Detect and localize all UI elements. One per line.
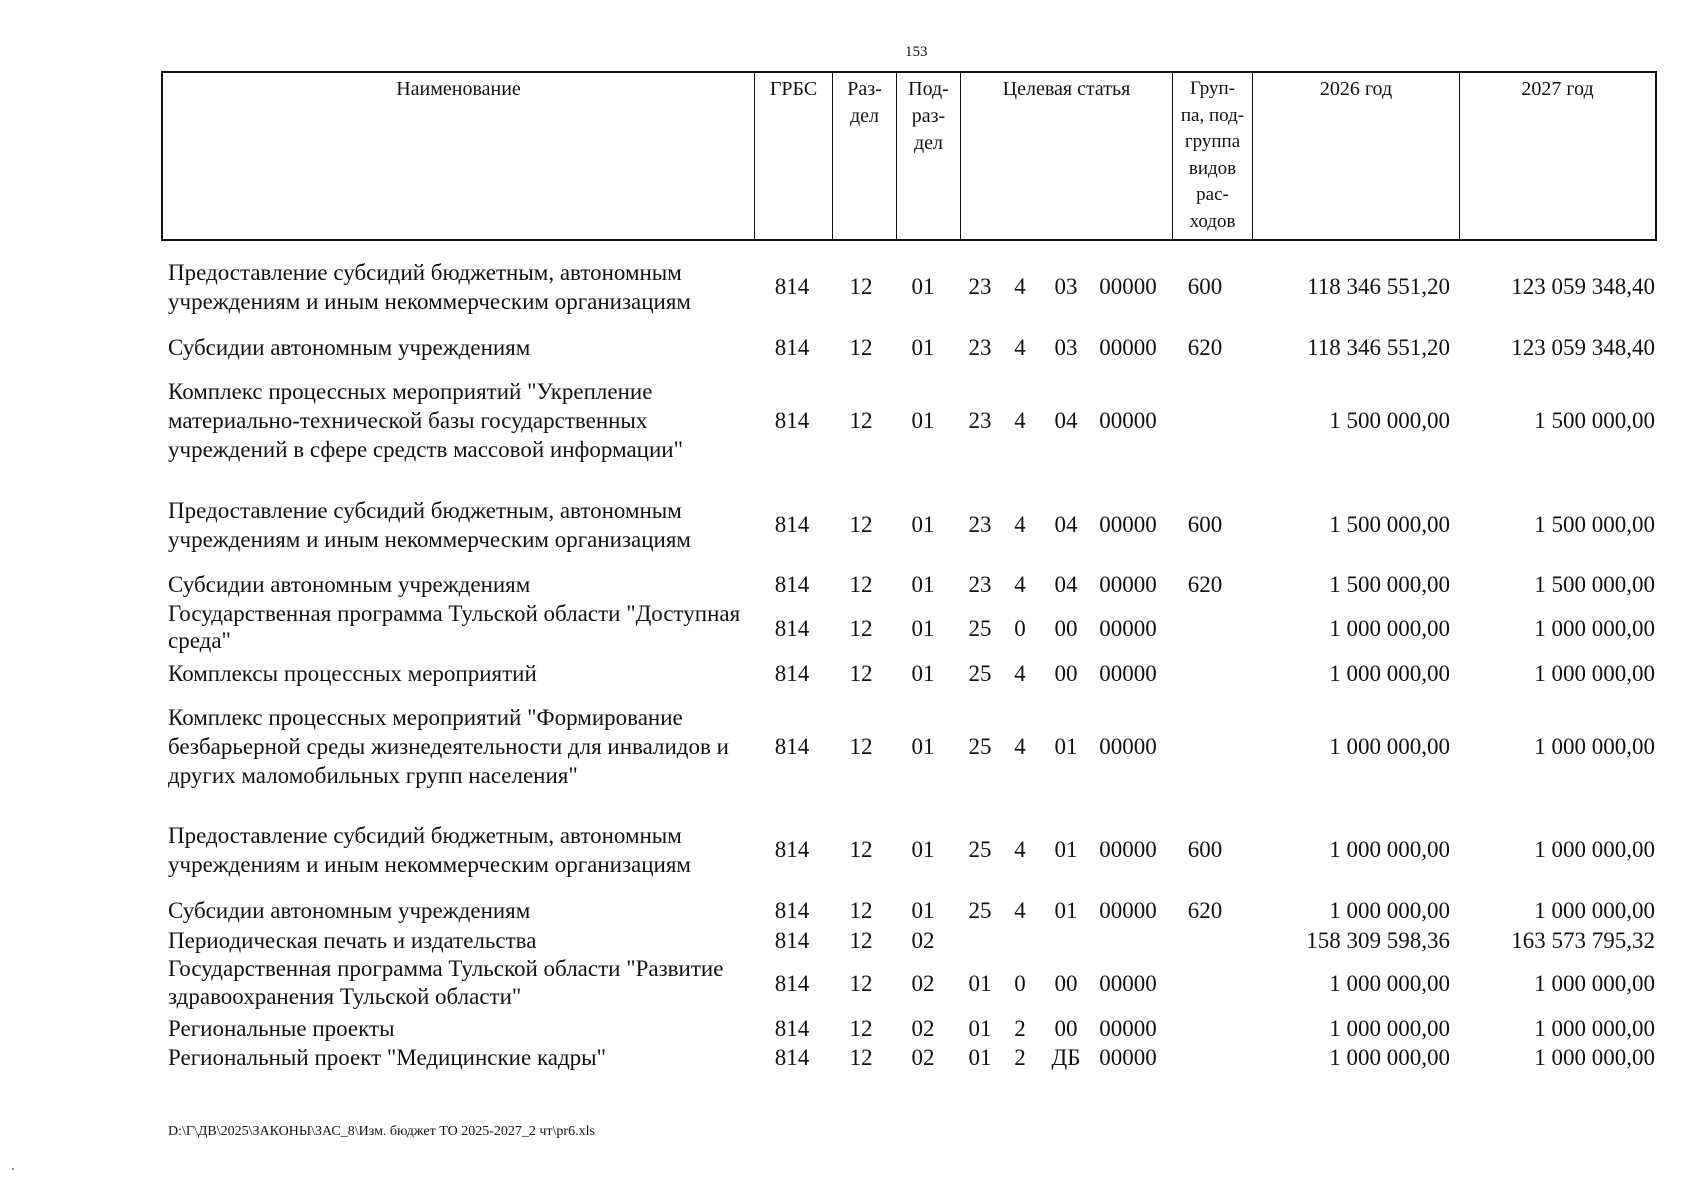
row-cs-program: 25: [968, 898, 992, 923]
header-gruppa-line: ходов: [1189, 210, 1236, 232]
header-podrazdel-line: Под-: [908, 78, 949, 100]
file-path-footer: D:\Г\ДВ\2025\ЗАКОНЫ\ЗАС_8\Изм. бюджет ТО 2025-2027_2 чт\pr6.xls: [168, 1124, 595, 1139]
header-gruppa-line: видов: [1188, 157, 1237, 179]
row-cs-item: 00: [1054, 971, 1078, 996]
header-gruppa-line: рас-: [1196, 184, 1229, 205]
row-value-2026: 1 000 000,00: [1329, 971, 1450, 996]
row-name: Предоставление субсидий бюджетным, автономным учреждениям и иным некоммерческим организациям: [168, 260, 691, 314]
row-razdel: 12: [849, 734, 873, 759]
row-name: Государственная программа Тульской области "Развитие здравоохранения Тульской области": [168, 956, 724, 1009]
row-name: Субсидии автономным учреждениям: [168, 335, 531, 360]
row-value-2026: 1 000 000,00: [1329, 1045, 1450, 1070]
header-razdel-line: дел: [849, 105, 880, 127]
row-cs-item: 00: [1054, 661, 1078, 686]
row-cs-direction: 00000: [1099, 898, 1157, 923]
row-cs-program: 01: [968, 1016, 992, 1041]
row-value-2027: 123 059 348,40: [1511, 335, 1655, 360]
row-razdel: 12: [849, 408, 873, 433]
row-razdel: 12: [849, 616, 873, 641]
row-cs-program: 25: [968, 837, 992, 862]
row-podrazdel: 01: [911, 616, 935, 641]
row-value-2027: 1 000 000,00: [1534, 898, 1655, 923]
row-value-2027: 1 000 000,00: [1534, 837, 1655, 862]
row-podrazdel: 01: [911, 837, 935, 862]
row-podrazdel: 01: [911, 335, 935, 360]
row-cs-type: 2: [1014, 1045, 1026, 1070]
row-cs-type: 4: [1014, 572, 1026, 597]
row-value-2026: 1 500 000,00: [1329, 512, 1450, 537]
row-vr: 600: [1187, 512, 1223, 537]
row-grbs: 814: [774, 837, 810, 862]
row-podrazdel: 01: [911, 661, 935, 686]
row-cs-direction: 00000: [1099, 408, 1157, 433]
row-value-2026: 158 309 598,36: [1306, 928, 1450, 953]
row-value-2026: 1 000 000,00: [1329, 661, 1450, 686]
row-grbs: 814: [774, 1016, 810, 1041]
row-cs-item: 04: [1054, 408, 1078, 433]
row-grbs: 814: [774, 572, 810, 597]
row-vr: 620: [1187, 898, 1223, 923]
row-cs-direction: 00000: [1099, 837, 1157, 862]
row-cs-type: 4: [1014, 274, 1026, 299]
row-grbs: 814: [774, 616, 810, 641]
row-cs-item: 03: [1054, 274, 1078, 299]
row-grbs: 814: [774, 274, 810, 299]
row-cs-program: 23: [968, 512, 992, 537]
row-podrazdel: 01: [911, 408, 935, 433]
row-podrazdel: 01: [911, 572, 935, 597]
row-grbs: 814: [774, 408, 810, 433]
row-cs-type: 0: [1014, 616, 1026, 641]
row-name: Комплекс процессных мероприятий "Формирование безбарьерной среды жизнедеятельности для инвалидов и других маломобильных групп населения": [168, 705, 729, 788]
row-value-2026: 1 000 000,00: [1329, 837, 1450, 862]
row-grbs: 814: [774, 734, 810, 759]
row-cs-item: 01: [1054, 898, 1078, 923]
row-value-2027: 123 059 348,40: [1511, 274, 1655, 299]
row-razdel: 12: [849, 1045, 873, 1070]
row-podrazdel: 01: [911, 274, 935, 299]
row-podrazdel: 02: [911, 928, 935, 953]
row-cs-direction: 00000: [1099, 572, 1157, 597]
row-cs-program: 23: [968, 274, 992, 299]
row-razdel: 12: [849, 572, 873, 597]
row-podrazdel: 01: [911, 734, 935, 759]
row-grbs: 814: [774, 1045, 810, 1070]
row-cs-program: 25: [968, 661, 992, 686]
row-cs-type: 4: [1014, 898, 1026, 923]
row-name: Комплекс процессных мероприятий "Укрепление материально-технической базы государственных учреждений в сфере средств массовой информации": [168, 379, 683, 462]
header-gruppa-line: па, под-: [1180, 104, 1245, 126]
row-podrazdel: 02: [911, 1016, 935, 1041]
header-2027-label: 2027 год: [1521, 78, 1594, 100]
row-cs-direction: 00000: [1099, 274, 1157, 299]
row-grbs: 814: [774, 661, 810, 686]
row-cs-direction: 00000: [1099, 661, 1157, 686]
row-grbs: 814: [774, 512, 810, 537]
header-name-label: Наименование: [396, 78, 521, 100]
row-cs-item: 00: [1054, 616, 1078, 641]
row-value-2026: 1 000 000,00: [1329, 1016, 1450, 1041]
row-cs-type: 4: [1014, 734, 1026, 759]
header-gruppa-line: группа: [1184, 131, 1241, 152]
row-cs-item: 04: [1054, 572, 1078, 597]
row-cs-direction: 00000: [1099, 512, 1157, 537]
row-value-2026: 1 500 000,00: [1329, 572, 1450, 597]
row-cs-program: 01: [968, 1045, 992, 1070]
row-cs-type: 4: [1014, 661, 1026, 686]
row-cs-direction: 00000: [1099, 734, 1157, 759]
row-cs-program: 25: [968, 616, 992, 641]
row-value-2026: 118 346 551,20: [1307, 335, 1450, 360]
row-name: Периодическая печать и издательства: [168, 928, 537, 953]
row-cs-item: ДБ: [1051, 1045, 1081, 1070]
header-2026-label: 2026 год: [1319, 78, 1393, 100]
row-name: Предоставление субсидий бюджетным, автономным учреждениям и иным некоммерческим организациям: [168, 823, 691, 877]
row-razdel: 12: [849, 661, 873, 686]
row-value-2026: 118 346 551,20: [1307, 274, 1450, 299]
row-cs-type: 4: [1014, 335, 1026, 360]
row-cs-type: 2: [1014, 1016, 1026, 1041]
row-name: Комплексы процессных мероприятий: [168, 661, 537, 686]
row-grbs: 814: [774, 928, 810, 953]
row-value-2027: 1 500 000,00: [1534, 408, 1655, 433]
row-razdel: 12: [849, 971, 873, 996]
row-vr: 600: [1187, 274, 1223, 299]
row-podrazdel: 01: [911, 512, 935, 537]
row-cs-program: 25: [968, 734, 992, 759]
row-value-2027: 1 000 000,00: [1534, 734, 1655, 759]
row-value-2026: 1 000 000,00: [1329, 616, 1450, 641]
row-cs-type: 0: [1014, 971, 1026, 996]
row-value-2027: 163 573 795,32: [1511, 928, 1655, 953]
row-cs-type: 4: [1014, 408, 1026, 433]
row-vr: 600: [1187, 837, 1223, 862]
row-cs-type: 4: [1014, 837, 1026, 862]
row-name: Государственная программа Тульской области "Доступная среда": [168, 601, 741, 653]
header-celevaya-label: Целевая статья: [1002, 78, 1131, 100]
page-number: 153: [905, 44, 928, 60]
row-razdel: 12: [849, 928, 873, 953]
header-grbs-label: ГРБС: [769, 78, 818, 100]
row-value-2026: 1 000 000,00: [1329, 734, 1450, 759]
row-cs-direction: 00000: [1099, 616, 1157, 641]
row-value-2027: 1 000 000,00: [1534, 1045, 1655, 1070]
row-value-2027: 1 500 000,00: [1534, 572, 1655, 597]
row-vr: 620: [1187, 335, 1223, 360]
row-cs-item: 01: [1054, 734, 1078, 759]
row-cs-item: 01: [1054, 837, 1078, 862]
header-gruppa-line: Груп-: [1189, 78, 1236, 99]
row-cs-direction: 00000: [1099, 335, 1157, 360]
row-value-2027: 1 000 000,00: [1534, 616, 1655, 641]
row-podrazdel: 01: [911, 898, 935, 923]
row-value-2027: 1 000 000,00: [1534, 661, 1655, 686]
row-name: Региональный проект "Медицинские кадры": [168, 1045, 607, 1070]
row-value-2027: 1 000 000,00: [1534, 1016, 1655, 1041]
row-podrazdel: 02: [911, 1045, 935, 1070]
row-razdel: 12: [849, 1016, 873, 1041]
row-razdel: 12: [849, 512, 873, 537]
row-cs-program: 23: [968, 408, 992, 433]
row-cs-item: 04: [1054, 512, 1078, 537]
row-value-2027: 1 000 000,00: [1534, 971, 1655, 996]
row-razdel: 12: [849, 274, 873, 299]
row-cs-program: 23: [968, 572, 992, 597]
header-podrazdel-line: раз-: [911, 105, 946, 127]
row-razdel: 12: [849, 837, 873, 862]
row-cs-program: 01: [968, 971, 992, 996]
row-name: Региональные проекты: [168, 1016, 395, 1041]
header-podrazdel-line: дел: [913, 132, 944, 154]
row-cs-program: 23: [968, 335, 992, 360]
row-cs-direction: 00000: [1099, 1016, 1157, 1041]
row-value-2027: 1 500 000,00: [1534, 512, 1655, 537]
row-cs-direction: 00000: [1099, 971, 1157, 996]
row-vr: 620: [1187, 572, 1223, 597]
row-razdel: 12: [849, 335, 873, 360]
row-name: Субсидии автономным учреждениям: [168, 572, 531, 597]
row-grbs: 814: [774, 898, 810, 923]
row-grbs: 814: [774, 335, 810, 360]
row-cs-direction: 00000: [1099, 1045, 1157, 1070]
scan-speck: [12, 1168, 14, 1170]
row-grbs: 814: [774, 971, 810, 996]
row-name: Субсидии автономным учреждениям: [168, 898, 531, 923]
row-value-2026: 1 500 000,00: [1329, 408, 1450, 433]
row-cs-item: 03: [1054, 335, 1078, 360]
row-podrazdel: 02: [911, 971, 935, 996]
row-razdel: 12: [849, 898, 873, 923]
row-name: Предоставление субсидий бюджетным, автономным учреждениям и иным некоммерческим организациям: [168, 498, 691, 552]
row-cs-item: 00: [1054, 1016, 1078, 1041]
row-cs-type: 4: [1014, 512, 1026, 537]
header-razdel-line: Раз-: [847, 78, 882, 100]
row-value-2026: 1 000 000,00: [1329, 898, 1450, 923]
